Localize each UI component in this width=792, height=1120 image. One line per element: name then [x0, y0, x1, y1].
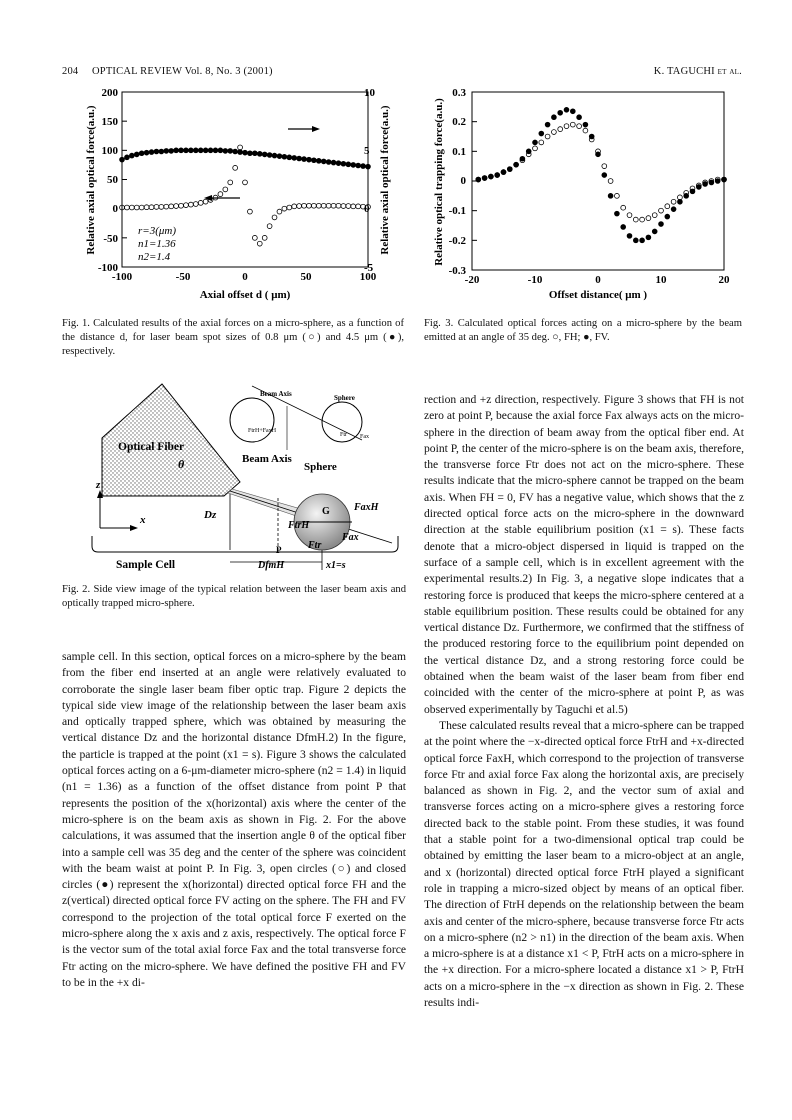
- f1-filled-point: [346, 162, 351, 167]
- f1-open-point: [346, 204, 351, 209]
- f1-open-point: [272, 215, 277, 220]
- f3-filled-point: [495, 173, 500, 178]
- f3-xtick: 20: [718, 274, 730, 286]
- f1-filled-point: [321, 159, 326, 164]
- f1-filled-point: [218, 148, 223, 153]
- f1-filled-point: [361, 164, 366, 169]
- f1-filled-point: [248, 151, 253, 156]
- f3-filled-point: [507, 167, 512, 172]
- f3-open-point: [552, 130, 557, 135]
- f3-filled-point: [646, 235, 651, 240]
- f3-filled-point: [671, 207, 676, 212]
- f3-filled-point: [690, 189, 695, 194]
- f1-open-point: [311, 203, 316, 208]
- f3-filled-point: [558, 110, 563, 115]
- f3-ytick: -0.3: [448, 265, 466, 277]
- f3-open-point: [608, 179, 613, 184]
- f1-open-point: [184, 203, 189, 208]
- f1-filled-point: [193, 148, 198, 153]
- f1-filled-point: [287, 155, 292, 160]
- f3-filled-point: [652, 229, 657, 234]
- f1-xtick: 50: [300, 271, 312, 283]
- f1-open-point: [262, 235, 267, 240]
- f3-open-point: [545, 134, 550, 139]
- f1-open-point: [233, 165, 238, 170]
- f1-open-point: [179, 203, 184, 208]
- dz-label: Dz: [204, 509, 217, 521]
- f1-open-point: [243, 180, 248, 185]
- f3-filled-point: [703, 182, 708, 187]
- x-label: x: [140, 514, 146, 526]
- f1-filled-point: [282, 154, 287, 159]
- f1-ytick-right: -5: [364, 262, 374, 274]
- f1-open-point: [277, 209, 282, 214]
- f1-filled-point: [129, 153, 134, 158]
- f3-filled-point: [696, 185, 701, 190]
- f1-filled-point: [238, 150, 243, 155]
- z-label: z: [96, 479, 101, 491]
- f1-filled-point: [243, 150, 248, 155]
- f1-filled-point: [302, 157, 307, 162]
- f1-filled-point: [252, 151, 257, 156]
- f3-ytick: -0.2: [448, 235, 466, 247]
- f3-ytick: 0.2: [452, 116, 466, 128]
- f3-filled-point: [476, 177, 481, 182]
- f1-open-point: [139, 205, 144, 210]
- f3-filled-point: [684, 193, 689, 198]
- journal-title: OPTICAL REVIEW Vol. 8, No. 3 (2001): [92, 66, 273, 77]
- f3-filled-point: [539, 131, 544, 136]
- f3-xlabel: Offset distance( μm ): [548, 289, 648, 301]
- f1-open-point: [134, 205, 139, 210]
- f1-filled-point: [292, 156, 297, 161]
- fig1-chart: [70, 82, 410, 307]
- f3-filled-point: [709, 180, 714, 185]
- f3-filled-point: [489, 174, 494, 179]
- f1-ytick: -50: [103, 233, 118, 245]
- fig2-diagram: [82, 378, 412, 578]
- f3-filled-point: [526, 149, 531, 154]
- f3-filled-point: [615, 211, 620, 216]
- f3-filled-point: [665, 214, 670, 219]
- f1-filled-point: [307, 157, 312, 162]
- p-label: P: [276, 545, 282, 555]
- f3-filled-point: [545, 122, 550, 127]
- f3-filled-point: [482, 176, 487, 181]
- f3-open-point: [621, 205, 626, 210]
- f1-filled-point: [149, 150, 154, 155]
- f3-filled-point: [715, 179, 720, 184]
- f3-open-point: [615, 193, 620, 198]
- f1-filled-point: [208, 148, 213, 153]
- f3-open-point: [652, 213, 657, 218]
- left-column-text: [62, 649, 406, 991]
- f3-open-point: [583, 128, 588, 133]
- sample-cell-label: Sample Cell: [116, 559, 176, 571]
- f1-filled-point: [164, 149, 169, 154]
- inset-beam-axis-label: Beam Axis: [260, 390, 292, 398]
- f1-filled-point: [336, 161, 341, 166]
- inset-ftr-label: Ftr: [340, 432, 348, 438]
- f1-filled-point: [154, 149, 159, 154]
- f1-open-point: [169, 204, 174, 209]
- f3-filled-point: [514, 162, 519, 167]
- f1-xtick: 100: [359, 271, 377, 283]
- f3-filled-point: [520, 156, 525, 161]
- f1-open-point: [331, 203, 336, 208]
- f1-open-point: [326, 203, 331, 208]
- f1-open-point: [149, 205, 154, 210]
- f3-open-point: [539, 140, 544, 145]
- f3-filled-point: [552, 115, 557, 120]
- f1-ytick-right: 0: [364, 203, 370, 215]
- f1-ytick: -100: [97, 262, 118, 274]
- f3-filled-point: [596, 152, 601, 157]
- f1-ytick: 150: [101, 116, 118, 128]
- running-author: K. TAGUCHI et al.: [653, 66, 742, 77]
- f1-open-point: [218, 192, 223, 197]
- f1-open-point: [223, 187, 228, 192]
- f1-ytick: 200: [101, 87, 118, 99]
- f1-filled-point: [351, 163, 356, 168]
- f1-filled-point: [198, 148, 203, 153]
- f1-open-point: [159, 205, 164, 210]
- g-label: G: [322, 506, 330, 517]
- f3-open-point: [558, 127, 563, 132]
- f3-filled-point: [602, 173, 607, 178]
- f3-open-point: [633, 217, 638, 222]
- f3-open-point: [602, 164, 607, 169]
- f3-filled-point: [533, 140, 538, 145]
- f3-filled-point: [564, 107, 569, 112]
- f1-open-point: [252, 235, 257, 240]
- f3-open-point: [646, 216, 651, 221]
- f1-filled-point: [297, 156, 302, 161]
- f3-open-point: [659, 208, 664, 213]
- f3-filled-point: [608, 193, 613, 198]
- f3-filled-point: [570, 109, 575, 114]
- f1-filled-point: [179, 148, 184, 153]
- f3-filled-point: [633, 238, 638, 243]
- f3-filled-point: [589, 134, 594, 139]
- f1-filled-point: [184, 148, 189, 153]
- f1-open-point: [125, 205, 130, 210]
- f1-filled-point: [233, 149, 238, 154]
- f1-filled-point: [223, 149, 228, 154]
- f1-filled-point: [228, 149, 233, 154]
- f1-xlabel: Axial offset d ( μm): [199, 289, 291, 301]
- f1-open-point: [188, 202, 193, 207]
- inset-sphere-left: [230, 398, 274, 442]
- f1-filled-point: [144, 150, 149, 155]
- fig3-caption: Fig. 3. Calculated optical forces acting on a micro-sphere by the beam emitted at an angle of 35 deg. ○, FH; ●, FV.: [424, 318, 742, 343]
- f1-ytick-right: 10: [364, 87, 375, 99]
- f1-annotation: n1=1.36: [138, 238, 176, 250]
- f1-open-point: [316, 203, 321, 208]
- fig2-caption: Fig. 2. Side view image of the typical relation between the laser beam axis and optically trapped micro-sphere.: [62, 584, 406, 609]
- f1-open-point: [351, 204, 356, 209]
- f1-open-point: [321, 203, 326, 208]
- f3-filled-point: [621, 225, 626, 230]
- f1-open-point: [267, 224, 272, 229]
- f1-ytick: 50: [107, 174, 118, 186]
- f1-filled-point: [125, 155, 130, 160]
- f1-filled-point: [331, 160, 336, 165]
- optical-fiber-label: Optical Fiber: [118, 441, 185, 453]
- f3-ytick: 0.1: [452, 146, 466, 158]
- inset-sphere-label: Sphere: [334, 394, 355, 402]
- f1-open-point: [292, 204, 297, 209]
- f1-filled-point: [311, 158, 316, 163]
- f3-open-point: [627, 213, 632, 218]
- f1-open-point: [238, 145, 243, 150]
- f1-open-point: [174, 204, 179, 209]
- f1-open-point: [154, 205, 159, 210]
- x1s-label: x1=s: [326, 560, 346, 571]
- f1-open-point: [198, 200, 203, 205]
- f1-ylabel-left: Relative axial optical force(a.u.): [85, 105, 97, 255]
- optical-fiber: [102, 384, 240, 496]
- f3-xtick: -20: [464, 274, 480, 286]
- f1-annotation: r=3(μm): [138, 225, 176, 237]
- fig3-chart: [428, 82, 744, 307]
- f1-filled-point: [159, 149, 164, 154]
- f1-filled-point: [174, 148, 179, 153]
- f1-open-point: [287, 205, 292, 210]
- f1-open-point: [257, 241, 262, 246]
- f3-open-point: [665, 204, 670, 209]
- ftrh-label: FtrH: [288, 520, 310, 531]
- inset-force-label: FtrH+FaxH: [248, 428, 277, 434]
- f1-xtick: -100: [111, 271, 133, 283]
- f1-open-point: [282, 206, 287, 211]
- f1-open-point: [129, 205, 134, 210]
- f3-filled-point: [640, 238, 645, 243]
- f1-open-point: [341, 204, 346, 209]
- f1-filled-point: [262, 152, 267, 157]
- f1-filled-point: [341, 161, 346, 166]
- f3-filled-point: [577, 115, 582, 120]
- f1-filled-point: [188, 148, 193, 153]
- f1-open-point: [193, 202, 198, 207]
- dfmh-label: DfmH: [258, 560, 285, 571]
- f3-filled-point: [501, 170, 506, 175]
- f1-open-point: [297, 204, 302, 209]
- f3-xtick: -10: [527, 274, 543, 286]
- f1-filled-point: [316, 158, 321, 163]
- f3-open-point: [570, 122, 575, 127]
- f1-ytick: 100: [101, 145, 118, 157]
- beam-axis-label: Beam Axis: [242, 453, 292, 465]
- f1-filled-point: [267, 153, 272, 158]
- f3-ytick: 0.3: [452, 87, 466, 99]
- f3-filled-point: [583, 122, 588, 127]
- sphere-label: Sphere: [304, 461, 337, 473]
- f1-arrowhead-right: [312, 126, 320, 132]
- f3-xtick: 0: [595, 274, 601, 286]
- fig1-caption: Fig. 1. Calculated results of the axial forces on a micro-sphere, as a function of the distance d, for laser beam spot sizes of 0.8 μm (○) and 4.5 μm (●), respectively.: [62, 318, 404, 357]
- left-paragraph: sample cell. In this section, optical forces on a micro-sphere by the beam from the fiber end inserted at an angle were relatively evaluated to corroborate the single laser beam fiber optic trap. Figure 2 depicts the typical side view image of the relationship between the laser beam axis and optically trapped sphere, which was obtained by measuring the vertical distance Dz and the horizontal distance DfmH.2) In the figure, the particle is trapped at the point (x1 = s). Figure 3 shows the calculated optical forces acting on a 6-μm-diameter micro-sphere (n2 = 1.4) in liquid (n1 = 1.36) as a function of the offset distance from point P that represents the position of the x(horizontal) axis where the center of the micro-sphere is on the beam axis as shown in Fig. 2. For the above calculations, it was assumed that the insertion angle θ of the optical fiber into a sample cell was 35 deg and the center of the sphere was coincident with the beam waist at point P. In Fig. 3, open circles (○) and closed circles (●) represent the x(horizontal) directed optical force FH and the z(vertical) directed optical force FV acting on the sphere. The FH and FV correspond to the projection of the total optical force F exerted on the micro-sphere along the x axis and z axis, respectively. The optical force F is the vector sum of the total axial force Fax and the total transverse force Ftr acting on the micro-sphere. We have defined the positive FH and FV to be in the +x di-: [62, 650, 406, 989]
- f1-xtick: -50: [175, 271, 191, 283]
- f3-open-point: [671, 199, 676, 204]
- right-column-text: [424, 392, 744, 1011]
- f1-filled-point: [277, 154, 282, 159]
- f3-open-point: [533, 146, 538, 151]
- f1-filled-point: [326, 160, 331, 165]
- f1-open-point: [356, 204, 361, 209]
- f3-filled-point: [659, 222, 664, 227]
- f1-open-point: [164, 204, 169, 209]
- f3-ytick: 0: [460, 175, 466, 187]
- f1-xtick: 0: [242, 271, 248, 283]
- f3-open-point: [577, 124, 582, 129]
- f1-ylabel-right: Relative axial optical force(a.u.): [379, 105, 391, 255]
- f1-open-point: [144, 205, 149, 210]
- f1-open-point: [307, 203, 312, 208]
- f1-filled-point: [257, 151, 262, 156]
- faxh-label: FaxH: [354, 502, 379, 513]
- f1-open-point: [203, 199, 208, 204]
- f3-xtick: 10: [655, 274, 667, 286]
- f1-open-point: [302, 203, 307, 208]
- f1-annotation: n2=1.4: [138, 251, 171, 263]
- f1-open-point: [248, 209, 253, 214]
- f1-ytick-right: 5: [364, 145, 370, 157]
- right-paragraph-2: These calculated results reveal that a micro-sphere can be trapped at the point where the −x-directed optical force FtrH and +x-directed optical force FaxH, which correspond to the projection of transverse force Ftr and axial force Fax along the horizontal axis, are precisely balanced as shown in Fig. 2, and the vector sum of axial and transverse forces acting on a micro-sphere gives a restoring force directed back to the stable point. From these studies, it was found that a stable point for a two-dimensional optical trap could be obtained by emitting the laser beam to a micro-object at an angle, and x (horizontal) directed optical force FtrH played a significant role in trapping a micro-sized object by means of an optical fiber. The direction of FtrH depends on the relationship between the beam axis and center of the micro-sphere, because transverse force Ftr acts on a micro-sphere (n2 > n1) in the direction of the beam axis. When a micro-sphere is at a distance x1 < P, FtrH acts on a micro-sphere in the +x direction. For a micro-sphere located a distance x1 > P, FtrH acts on a micro-sphere in the −x direction as shown in Fig. 2. These results indi-: [424, 718, 744, 1009]
- f3-filled-point: [678, 199, 683, 204]
- f1-filled-point: [134, 152, 139, 157]
- page-number: 204: [62, 66, 79, 77]
- f3-ylabel: Relative optical trapping force(a.u.): [433, 98, 445, 266]
- f3-filled-point: [627, 233, 632, 238]
- fax-label: Fax: [342, 532, 359, 543]
- f3-ytick: -0.1: [448, 205, 466, 217]
- f1-open-point: [228, 180, 233, 185]
- f1-filled-point: [169, 149, 174, 154]
- right-paragraph-1: rection and +z direction, respectively. Figure 3 shows that FH is not zero at point P, because the axial force Fax always acts on the micro-sphere in the direction of beam away from the optical fiber end. At point P, the center of the micro-sphere is on the beam axis, therefore, the transverse force Ftr does not act on the micro-sphere. These results indicate that the micro-sphere cannot be trapped on the beam axis. When FH = 0, FV has a negative value, which shows that the z directed optical force acts on the micro-sphere in the downward direction at the stable equilibrium position (x1 = s). These facts denote that a micro-object dispersed in liquid is trapped on the surface of a sample cell, which is in excellent agreement with the experimental results.2) In Fig. 3, a negative slope indicates that a restoring force is produced that keeps the micro-sphere centered at a stable equilibrium position. These results could be obtained for any vertical distance Dz. Furthermore, we confirmed that the stiffness of the produced restoring force to the equilibrium point depended on the vertical distance Dz, and a strong restoring force could be obtained when the beam waist of the laser beam from fiber end coincided with the center of the micro-sphere at point P, as was observed experimentally by Taguchi et al.5): [424, 393, 744, 716]
- f1-filled-point: [272, 153, 277, 158]
- f1-ytick: 0: [112, 203, 118, 215]
- f1-filled-point: [213, 148, 218, 153]
- f1-filled-point: [139, 151, 144, 156]
- ftr-label: Ftr: [308, 540, 322, 551]
- f1-filled-point: [356, 163, 361, 168]
- f3-open-point: [640, 217, 645, 222]
- x-arrowhead: [130, 525, 138, 531]
- f1-open-point: [336, 203, 341, 208]
- inset-fax-label: Fax: [360, 434, 369, 440]
- f1-filled-point: [203, 148, 208, 153]
- theta-label: θ: [178, 457, 185, 471]
- f3-open-point: [564, 124, 569, 129]
